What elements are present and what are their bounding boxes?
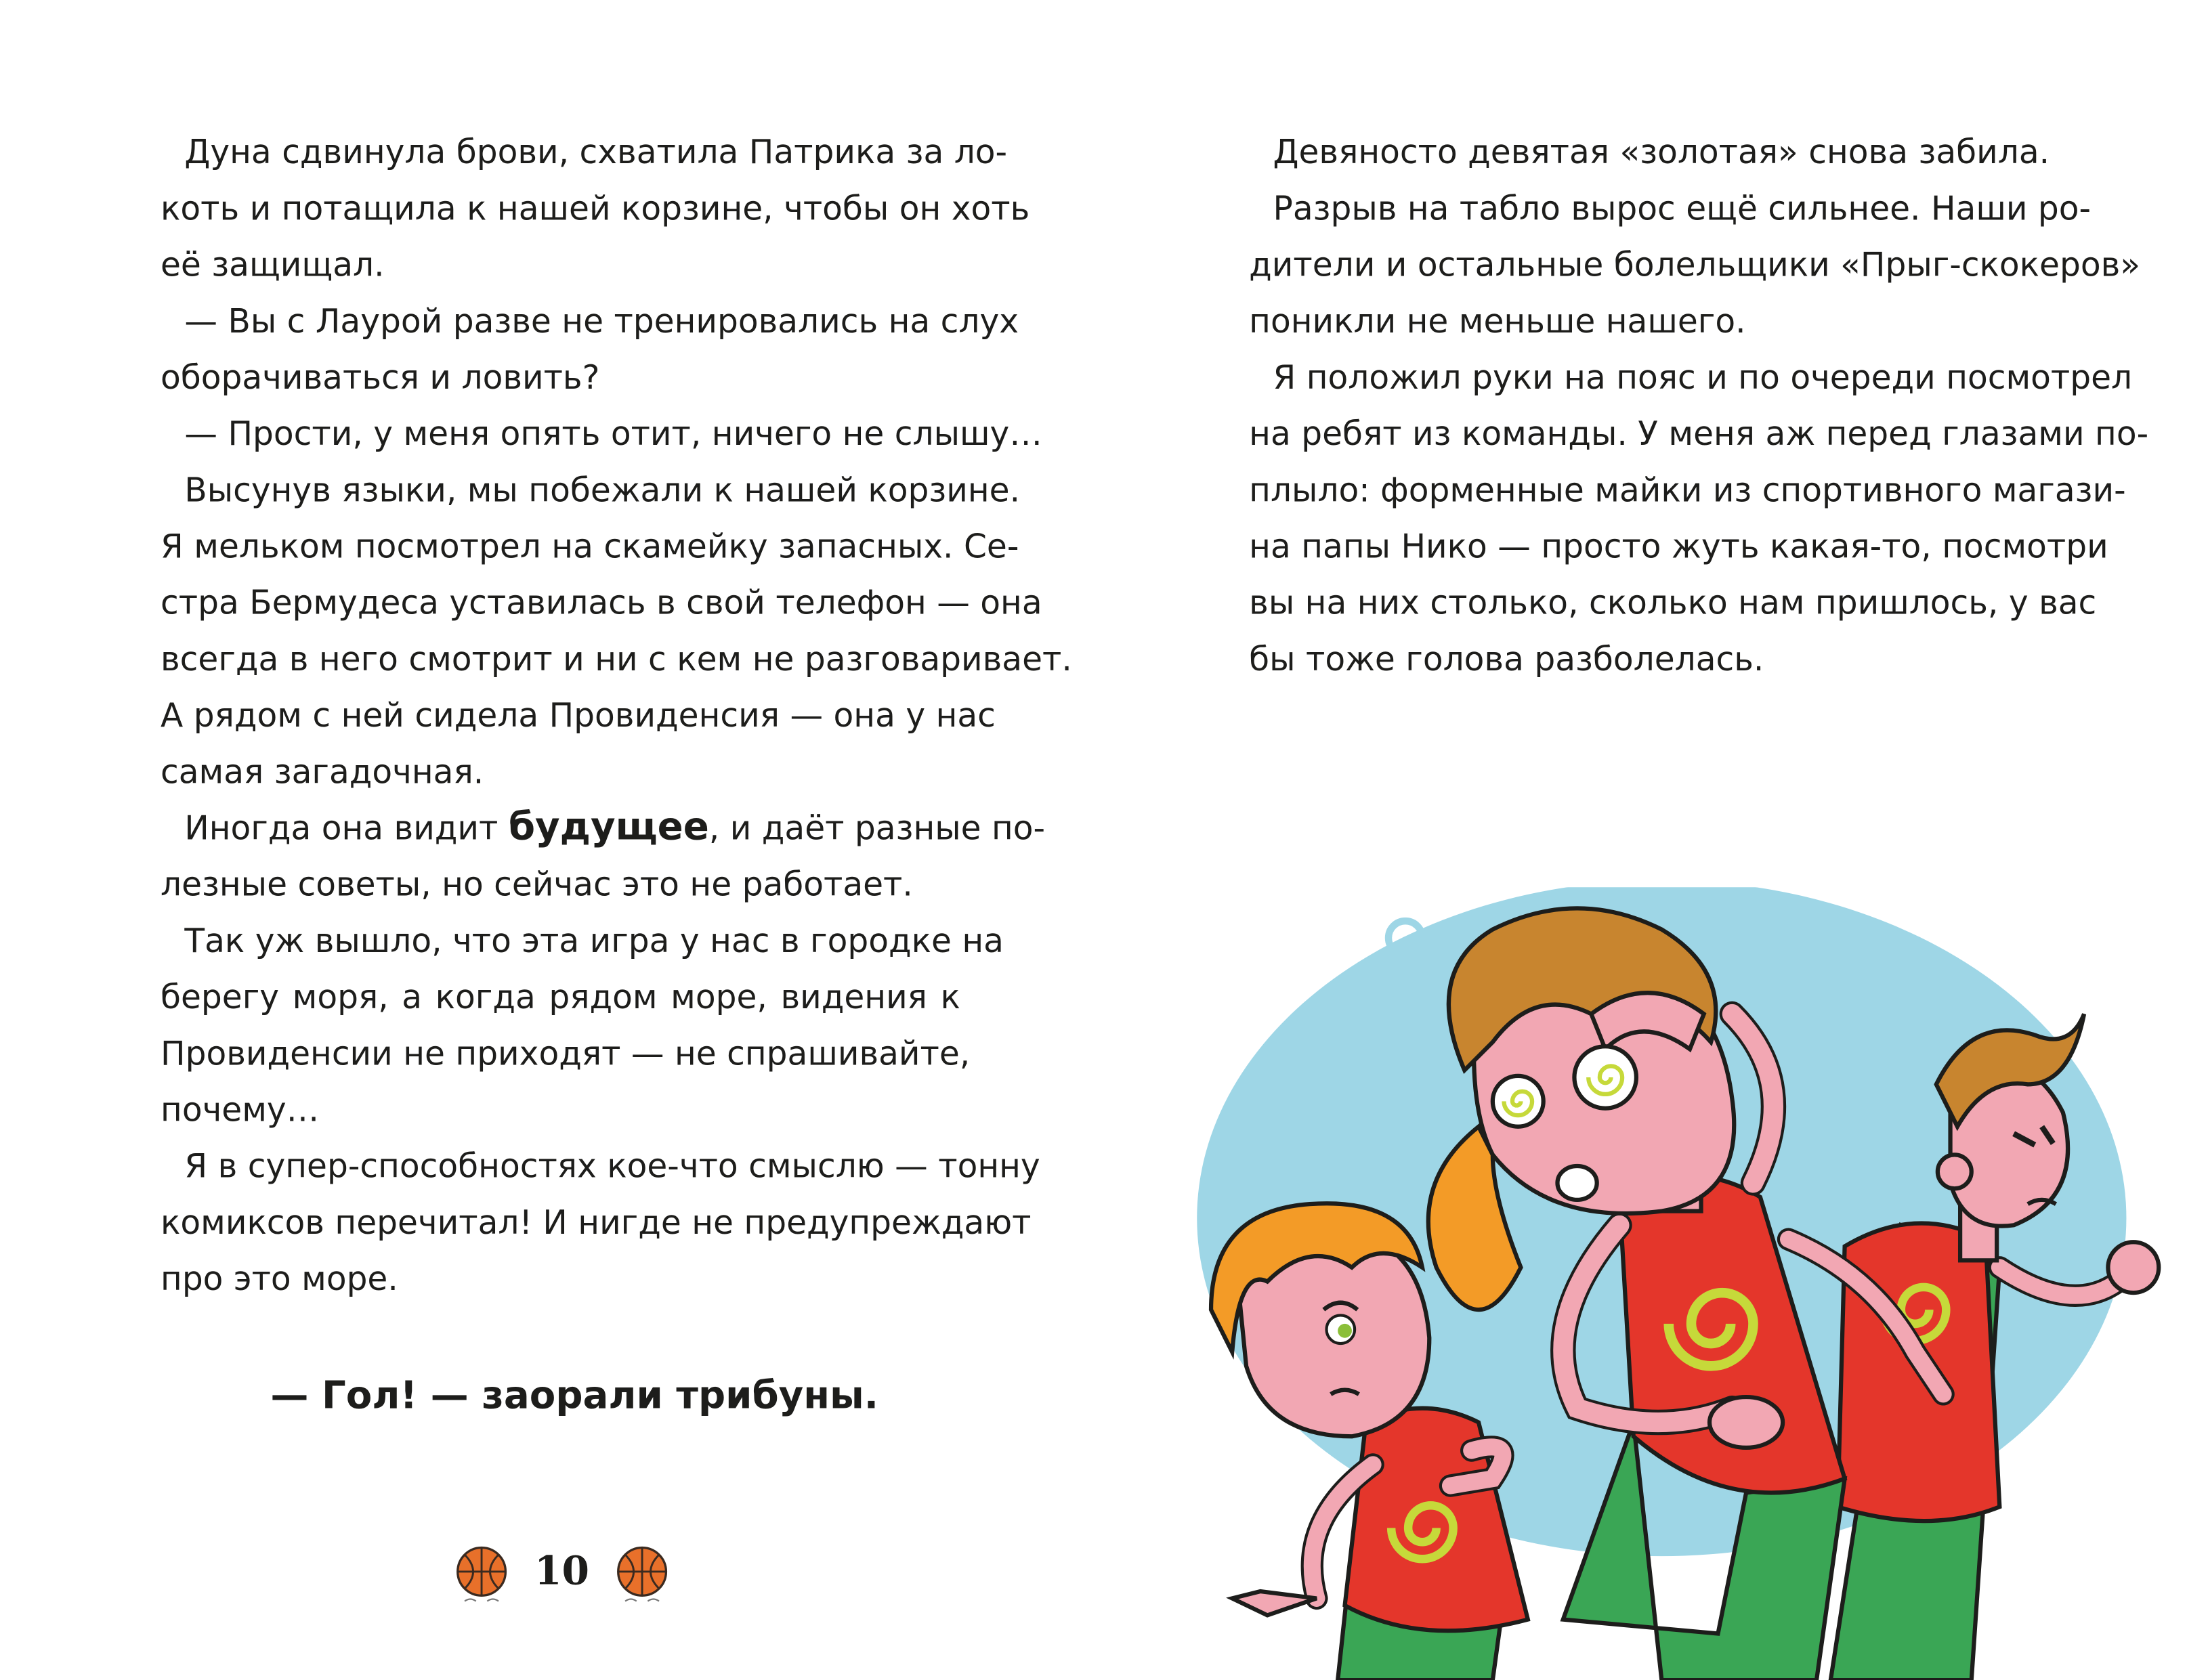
text-line: Я в супер-способностях кое-что смыслю — тонну — [184, 1146, 1040, 1186]
text-line: Провиденсии не приходят — не спрашивайте, — [161, 1033, 971, 1073]
page-number-block — [448, 1541, 673, 1608]
text-fragment: Иногда она видит — [184, 808, 498, 848]
emphasis-word: будущее — [508, 805, 709, 850]
text-line: Разрыв на табло вырос ещё сильнее. Наши ро- — [1273, 188, 2092, 228]
text-line: — Вы с Лаурой разве не тренировались на слух — [184, 301, 1019, 341]
text-line: коть и потащила к нашей корзине, чтобы он хоть — [161, 188, 1030, 228]
text-line: стра Бермудеса уставилась в свой телефон — она — [161, 582, 1042, 623]
basketball-icon — [614, 1543, 670, 1606]
text-line: Девяносто девятая «золотая» снова забила. — [1273, 132, 2050, 172]
text-line: бы тоже голова разболелась. — [1249, 639, 1764, 679]
text-line: оборачиваться и ловить? — [161, 358, 600, 397]
text-line: А рядом с ней сидела Провиденсия — она у нас — [161, 695, 996, 735]
text-line: плыло: форменные майки из спортивного магази- — [1249, 470, 2126, 510]
text-line: комиксов перечитал! И нигде не предупреждают — [161, 1203, 1032, 1243]
text-line: про это море. — [161, 1259, 398, 1299]
text-line: самая загадочная. — [161, 752, 484, 792]
text-line: дители и остальные болельщики «Прыг-скокеров» — [1249, 244, 2141, 285]
text-line: всегда в него смотрит и ни с кем не разговаривает. — [161, 639, 1072, 679]
basketball-icon — [453, 1543, 509, 1606]
text-line: почему… — [161, 1090, 320, 1129]
text-line: Высунув языки, мы побежали к нашей корзине. — [184, 470, 1021, 510]
page-number: 10 — [534, 1547, 590, 1595]
text-line: Я мельком посмотрел на скамейку запасных. Се- — [161, 526, 1019, 567]
text-line: — Прости, у меня опять отит, ничего не слышу… — [184, 414, 1042, 454]
text-line: берегу моря, а когда рядом море, видения к — [161, 977, 960, 1017]
text-line: поникли не меньше нашего. — [1249, 301, 1746, 341]
text-line: Дуна сдвинула брови, схватила Патрика за ло- — [184, 132, 1008, 172]
text-line: Я положил руки на пояс и по очереди посмотрел — [1273, 358, 2133, 397]
text-fragment: , и даёт разные по- — [708, 808, 1046, 848]
goal-shout: — Гол! — заорали трибуны. — [270, 1374, 879, 1419]
text-line: на папы Нико — просто жуть какая-то, посмотри — [1249, 526, 2108, 567]
text-line: её защищал. — [161, 244, 385, 285]
text-line: на ребят из команды. У меня аж перед глазами по- — [1249, 414, 2149, 454]
text-line: вы на них столько, сколько нам пришлось, у вас — [1249, 582, 2097, 623]
text-line: Так уж вышло, что эта игра у нас в городке на — [184, 921, 1004, 961]
text-line — [161, 800, 1046, 856]
text-line: лезные советы, но сейчас это не работает. — [161, 864, 913, 905]
basketball-kids-dizzy-illustration — [1183, 887, 2208, 1680]
